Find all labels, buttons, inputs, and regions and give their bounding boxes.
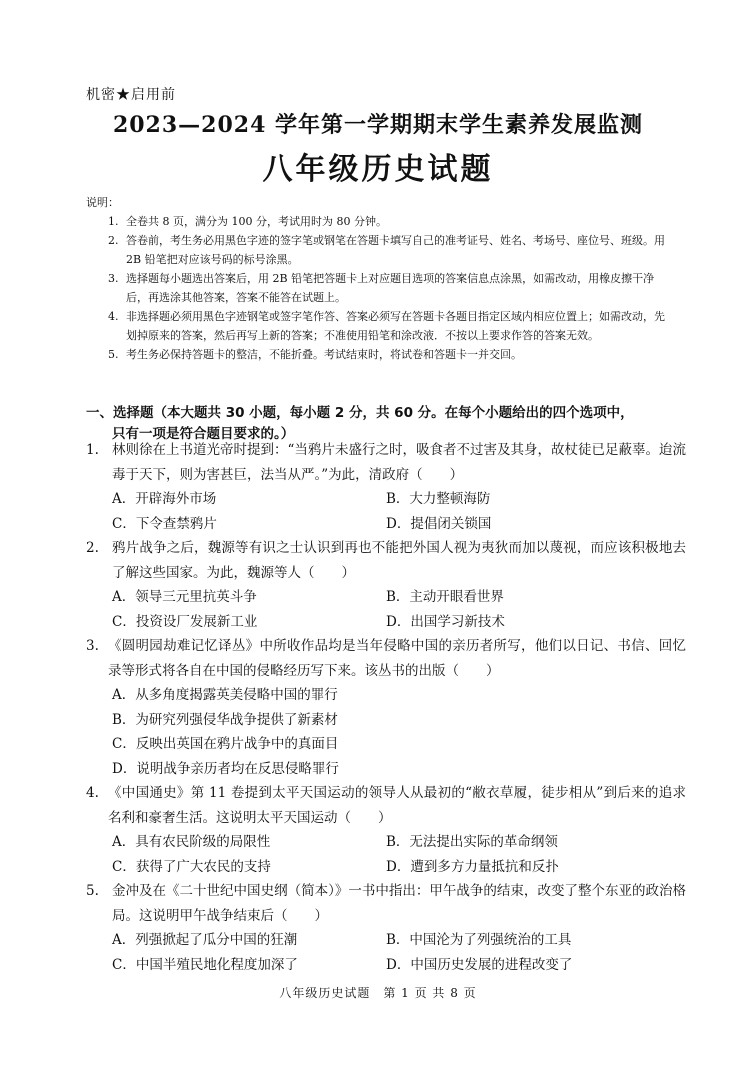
option-a: A．具有农民阶级的局限性	[112, 834, 271, 850]
option-c: C．中国半殖民地化程度加深了	[112, 956, 298, 973]
option-d: D．遭到多方力量抵抗和反扑	[386, 858, 559, 875]
option-b: B．中国沦为了列强统治的工具	[386, 932, 572, 948]
question-number: 5.	[86, 883, 99, 899]
instruction-item	[108, 212, 668, 231]
instruction-text: 全卷共 8 页，满分为 100 分，考试用时为 80 分钟。	[126, 215, 387, 228]
question-stem: 《中国通史》第 11 卷提到太平天国运动的领导人从最初的“敝衣草履，徒步相从”到后来的追求名利和豪奢生活。这说明太平天国运动（ ）	[108, 785, 686, 826]
question-number: 2.	[86, 540, 99, 556]
option-b: B．为研究列强侵华战争提供了新素材	[112, 711, 338, 728]
option-b: B．大力整顿海防	[386, 491, 491, 507]
question	[86, 536, 686, 634]
option-a: A．领导三元里抗英斗争	[112, 589, 257, 605]
instruction-number: 2.	[108, 234, 119, 247]
instruction-text: 考生务必保持答题卡的整洁，不能折叠。考试结束时，将试卷和答题卡一并交回。	[126, 348, 522, 361]
confidential-mark: 机密★启用前	[86, 87, 176, 103]
option-c: C．获得了广大农民的支持	[112, 858, 271, 875]
instruction-item	[108, 345, 668, 364]
option-d: D．中国历史发展的进程改变了	[386, 956, 573, 973]
instruction-item	[108, 231, 668, 269]
option-d: D．提倡闭关锁国	[386, 515, 492, 532]
section-heading-line1: 一、选择题（本大题共 30 小题，每小题 2 分，共 60 分。在每个小题给出的四个选项中，	[86, 405, 634, 421]
question	[86, 634, 686, 781]
instruction-number: 5.	[108, 348, 119, 361]
instruction-number: 3.	[108, 272, 119, 285]
instructions-list	[108, 212, 668, 364]
instruction-text: 选择题每小题选出答案后，用 2B 铅笔把答题卡上对应题目选项的答案信息点涂黑，如需改动，用橡皮擦干净后，再选涂其他答案，答案不能答在试题上。	[126, 272, 655, 304]
option-group	[86, 830, 686, 879]
option-group	[86, 585, 686, 634]
option-c: C．下令查禁鸦片	[112, 515, 217, 532]
option-a: A．列强掀起了瓜分中国的狂潮	[112, 932, 298, 948]
question	[86, 879, 686, 977]
option-c: C．投资设厂发展新工业	[112, 613, 258, 630]
instruction-item	[108, 269, 668, 307]
page-footer: 八年级历史试题 第 1 页 共 8 页	[279, 986, 477, 1000]
question-number: 3.	[86, 638, 99, 654]
instruction-item	[108, 307, 668, 345]
option-b: B．主动开眼看世界	[386, 589, 504, 605]
question-stem: 《圆明园劫难记忆译丛》中所收作品均是当年侵略中国的亲历者所写，他们以日记、书信、回忆录等形式将各自在中国的侵略经历写下来。该丛书的出版（ ）	[108, 638, 686, 679]
question-list	[86, 438, 686, 977]
instruction-text: 答卷前，考生务必用黑色字迹的签字笔或钢笔在答题卡填写自己的准考证号、姓名、考场号、座位号、班级。用 2B 铅笔把对应该号码的标号涂黑。	[126, 234, 665, 266]
instructions-label: 说明：	[86, 196, 119, 209]
question-number: 1.	[86, 442, 99, 458]
question-stem: 金冲及在《二十世纪中国史纲（简本）》一书中指出：甲午战争的结束，改变了整个东亚的政治格局。这说明甲午战争结束后（ ）	[112, 883, 686, 924]
instruction-number: 4.	[108, 310, 119, 323]
option-d: D．说明战争亲历者均在反思侵略罪行	[112, 760, 339, 777]
question-stem: 鸦片战争之后，魏源等有识之士认识到再也不能把外国人视为夷狄而加以蔑视，而应该积极地去了解这些国家。为此，魏源等人（ ）	[112, 540, 686, 581]
option-group	[86, 928, 686, 977]
exam-subject-title: 八年级历史试题	[262, 152, 494, 187]
option-a: A．开辟海外市场	[112, 491, 217, 507]
question	[86, 438, 686, 536]
option-group	[86, 683, 686, 781]
option-a: A．从多角度揭露英美侵略中国的罪行	[112, 687, 338, 703]
instruction-number: 1.	[108, 215, 119, 228]
instruction-text: 非选择题必须用黑色字迹钢笔或签字笔作答、答案必须写在答题卡各题目指定区域内相应位置上；如需改动，先划掉原来的答案，然后再写上新的答案；不准使用铅笔和涂改液．不按以上要求作答的答案无效。	[126, 310, 665, 342]
option-c: C．反映出英国在鸦片战争中的真面目	[112, 736, 339, 752]
option-b: B．无法提出实际的革命纲领	[386, 834, 558, 850]
question	[86, 781, 686, 879]
question-stem: 林则徐在上书道光帝时提到：“当鸦片未盛行之时，吸食者不过害及其身，故杖徒已足蔽辜。迨流毒于天下，则为害甚巨，法当从严。”为此，清政府（ ）	[112, 442, 686, 483]
option-group	[86, 487, 686, 536]
question-number: 4.	[86, 785, 99, 801]
exam-title: 2023—2024 学年第一学期期末学生素养发展监测	[112, 112, 644, 138]
option-d: D．出国学习新技术	[386, 613, 505, 630]
section-heading-line2: 只有一项是符合题目要求的。）	[112, 426, 295, 442]
